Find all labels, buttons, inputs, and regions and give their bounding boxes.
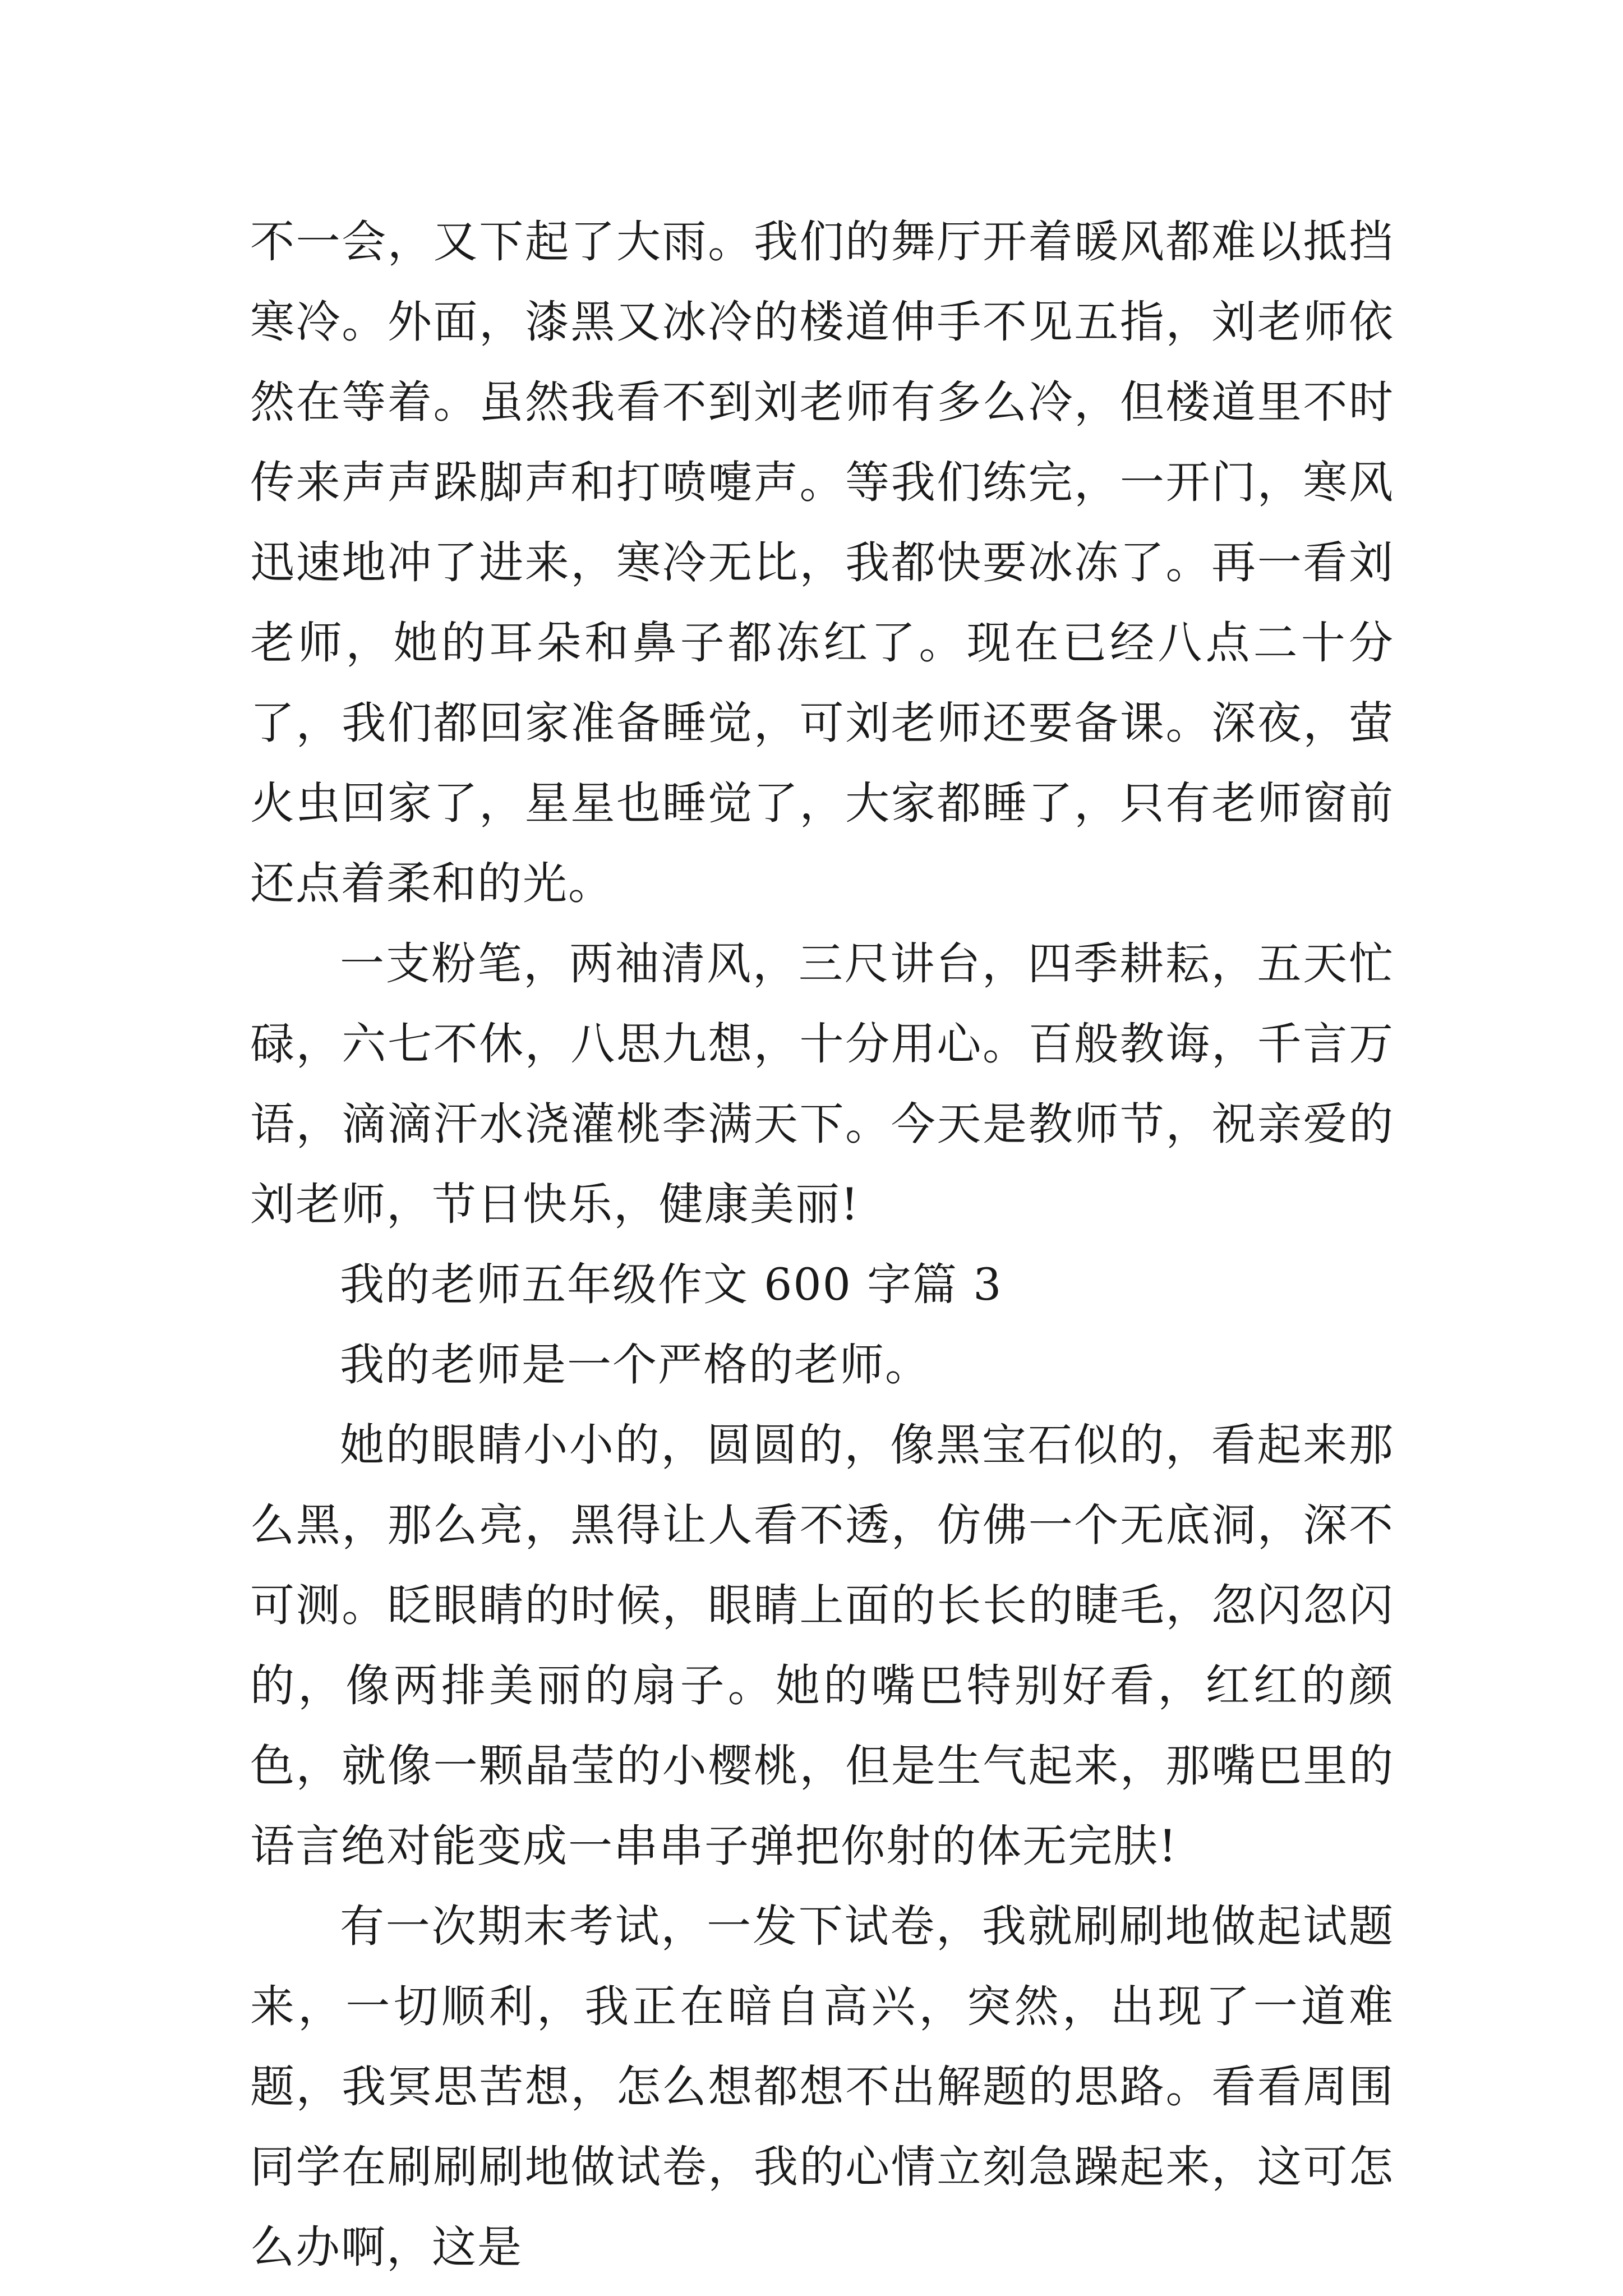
paragraph-1: 不一会，又下起了大雨。我们的舞厅开着暖风都难以抵挡寒冷。外面，漆黑又冰冷的楼道伸手不见五指，刘老师依然在等着。虽然我看不到刘老师有多么冷，但楼道里不时传来声声跺脚声和打喷嚏声。等我们练完，一开门，寒风迅速地冲了进来，寒冷无比，我都快要冰冻了。再一看刘老师，她的耳朵和鼻子都冻红了。现在已经八点二十分了，我们都回家准备睡觉，可刘老师还要备课。深夜，萤火虫回家了，星星也睡觉了，大家都睡了，只有老师窗前还点着柔和的光。	[250, 216, 1394, 909]
paragraph-4: 她的眼睛小小的，圆圆的，像黑宝石似的，看起来那么黑，那么亮，黑得让人看不透，仿佛一个无底洞，深不可测。眨眼睛的时候，眼睛上面的长长的睫毛，忽闪忽闪的，像两排美丽的扇子。她的嘴巴特别好看，红红的颜色，就像一颗晶莹的小樱桃，但是生气起来，那嘴巴里的语言绝对能变成一串串子弹把你射的体无完肤!	[250, 1419, 1394, 1872]
essay-heading: 我的老师五年级作文 600 字篇 3	[340, 1259, 1003, 1310]
paragraph-5: 有一次期末考试，一发下试卷，我就刷刷地做起试题来，一切顺利，我正在暗自高兴，突然，出现了一道难题，我冥思苦想，怎么想都想不出解题的思路。看看周围同学在刷刷刷地做试卷，我的心情立刻急躁起来，这可怎么办啊，这是	[250, 1901, 1394, 2273]
essay-body	[250, 202, 1394, 2288]
paragraph-2: 一支粉笔，两袖清风，三尺讲台，四季耕耘，五天忙碌，六七不休，八思九想，十分用心。百般教诲，千言万语，滴滴汗水浇灌桃李满天下。今天是教师节，祝亲爱的刘老师，节日快乐，健康美丽!	[250, 938, 1394, 1230]
paragraph-3: 我的老师是一个严格的老师。	[340, 1339, 930, 1391]
